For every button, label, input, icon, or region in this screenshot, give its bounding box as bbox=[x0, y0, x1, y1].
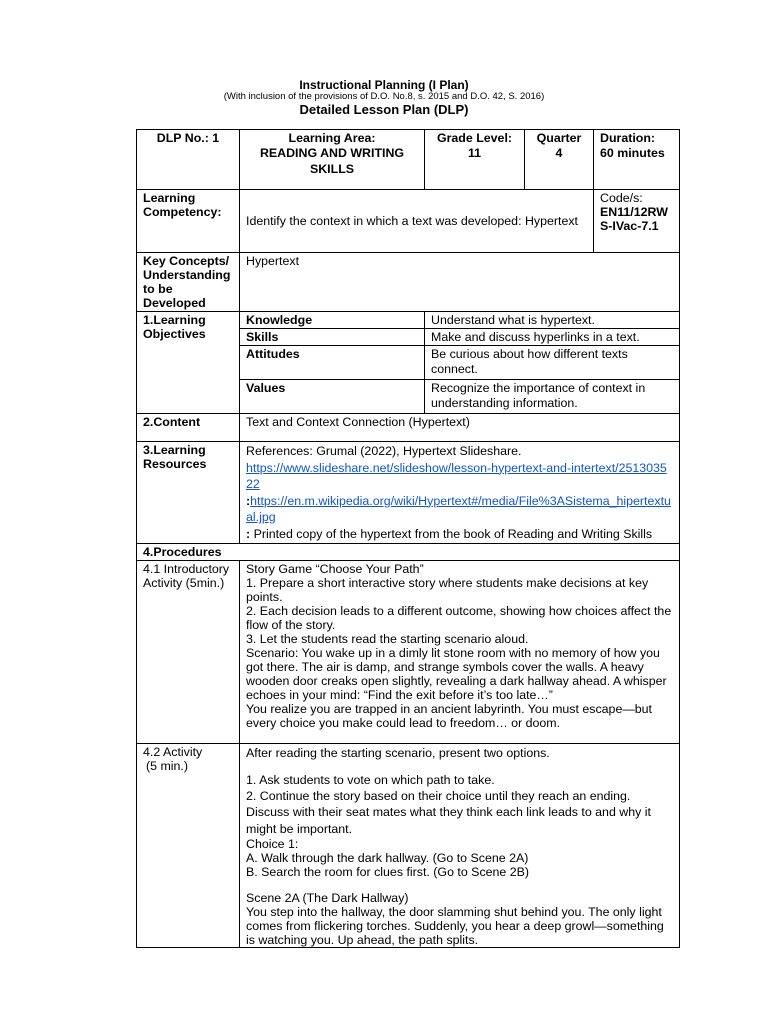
printed-copy-text: Printed copy of the hypertext from the book of Reading and Writing Skills bbox=[250, 526, 653, 541]
scene-text: You step into the hallway, the door slamming shut behind you. The only light comes from flickering torches. Suddenly, you hear a deep growl—something is watching you. Up ahead, the path splits. bbox=[246, 904, 664, 947]
grade-level-cell bbox=[425, 130, 525, 190]
code-cell bbox=[594, 190, 680, 253]
objective-row bbox=[137, 312, 680, 329]
objective-domain: Skills bbox=[240, 329, 425, 346]
intro-line: 3. Let the students read the starting scenario aloud. bbox=[246, 632, 529, 646]
objective-text: Recognize the importance of context in understanding information. bbox=[425, 380, 680, 414]
plan-title: Detailed Lesson Plan (DLP) bbox=[299, 102, 469, 117]
resources-row bbox=[137, 442, 680, 544]
link-prefix: : bbox=[246, 493, 251, 508]
duration-label: Duration: bbox=[600, 131, 656, 145]
choice-line: A. Walk through the dark hallway. (Go to Scene 2A) bbox=[246, 850, 529, 865]
objective-text: Be curious about how different texts connect. bbox=[425, 346, 680, 380]
duration-cell bbox=[594, 130, 680, 190]
objective-text: Make and discuss hyperlinks in a text. bbox=[425, 329, 680, 346]
intro-activity-row bbox=[137, 561, 680, 744]
resources-label: 3.Learning Resources bbox=[137, 442, 240, 544]
objective-domain: Values bbox=[240, 380, 425, 414]
learning-area-value: READING AND WRITING SKILLS bbox=[259, 146, 405, 176]
wikipedia-link[interactable]: https://en.m.wikipedia.org/wiki/Hypertext#/media/File%3ASistema_hipertextual.jpg bbox=[246, 493, 671, 524]
content-label: 2.Content bbox=[137, 414, 240, 442]
scene-title: Scene 2A (The Dark Hallway) bbox=[246, 890, 409, 905]
quarter-label: Quarter bbox=[536, 131, 582, 145]
competency-text: Identify the context in which a text was developed: Hypertext bbox=[240, 190, 594, 253]
dlp-number: DLP No.: 1 bbox=[156, 131, 220, 145]
code-label: Code/s: bbox=[600, 191, 643, 205]
activity-cell bbox=[240, 744, 680, 948]
intro-line: Scenario: You wake up in a dimly lit stone room with no memory of how you got there. The air is damp, and strange symbols cover the walls. A heavy wooden door creaks open slightly, revealing a dark hallway ahead. A whisper echoes in your mind: “Find the exit before it’s too late…” bbox=[246, 646, 667, 702]
intro-activity-cell bbox=[240, 561, 680, 744]
key-concepts-text: Hypertext bbox=[240, 253, 680, 312]
objective-domain: Attitudes bbox=[240, 346, 425, 380]
content-text: Text and Context Connection (Hypertext) bbox=[240, 414, 680, 442]
content-row bbox=[137, 414, 680, 442]
intro-line: 2. Each decision leads to a different outcome, showing how choices affect the flow of the story. bbox=[246, 604, 672, 632]
printed-prefix: : bbox=[246, 526, 251, 541]
learning-area-cell bbox=[240, 130, 425, 190]
intro-line: Story Game “Choose Your Path” bbox=[246, 562, 424, 576]
dlp-number-cell bbox=[137, 130, 240, 190]
resources-cell bbox=[240, 442, 680, 544]
key-concepts-row bbox=[137, 253, 680, 312]
document-title: Instructional Planning (I Plan) bbox=[299, 78, 469, 92]
code-value: EN11/12RW S-IVac-7.1 bbox=[600, 205, 668, 233]
activity-duration: (5 min.) bbox=[146, 759, 188, 773]
learning-area-label: Learning Area: bbox=[288, 131, 376, 145]
references-text: References: Grumal (2022), Hypertext Slideshare. bbox=[246, 444, 522, 458]
quarter-cell bbox=[525, 130, 594, 190]
intro-line: 1. Prepare a short interactive story where students make decisions at key points. bbox=[246, 576, 649, 604]
activity-row bbox=[137, 744, 680, 948]
slideshare-link[interactable]: https://www.slideshare.net/slideshow/lesson-hypertext-and-intertext/251303522 bbox=[246, 460, 667, 491]
intro-activity-label: 4.1 Introductory Activity (5min.) bbox=[137, 561, 240, 744]
key-concepts-label: Key Concepts/ Understanding to be Developed bbox=[137, 253, 240, 312]
lesson-plan-table bbox=[136, 129, 680, 948]
activity-step: 1. Ask students to vote on which path to take. bbox=[246, 773, 495, 787]
activity-step: 2. Continue the story based on their choice until they reach an ending. Discuss with their seat mates what they think each link leads to and why it might be important. bbox=[246, 789, 651, 836]
competency-row bbox=[137, 190, 680, 253]
grade-level-value: 11 bbox=[467, 146, 482, 160]
header-row bbox=[137, 130, 680, 190]
activity-intro: After reading the starting scenario, present two options. bbox=[246, 746, 550, 760]
procedures-label: 4.Procedures bbox=[137, 544, 680, 561]
procedures-row bbox=[137, 544, 680, 561]
quarter-value: 4 bbox=[555, 146, 563, 160]
objective-domain: Knowledge bbox=[240, 312, 425, 329]
competency-label: Learning Competency: bbox=[137, 190, 240, 253]
activity-label: 4.2 Activity bbox=[143, 745, 203, 759]
objective-text: Understand what is hypertext. bbox=[425, 312, 680, 329]
document-subtitle: (With inclusion of the provisions of D.O. No.8, s. 2015 and D.O. 42, S. 2016) bbox=[223, 91, 545, 102]
activity-label-cell bbox=[137, 744, 240, 948]
intro-line: You realize you are trapped in an ancient labyrinth. You must escape—but every choice you make could lead to freedom… or doom. bbox=[246, 702, 652, 730]
objectives-label: 1.Learning Objectives bbox=[137, 312, 240, 414]
duration-value: 60 minutes bbox=[600, 146, 665, 160]
grade-level-label: Grade Level: bbox=[436, 131, 513, 145]
choice-line: B. Search the room for clues first. (Go to Scene 2B) bbox=[246, 864, 530, 879]
choice-line: Choice 1: bbox=[246, 836, 299, 851]
